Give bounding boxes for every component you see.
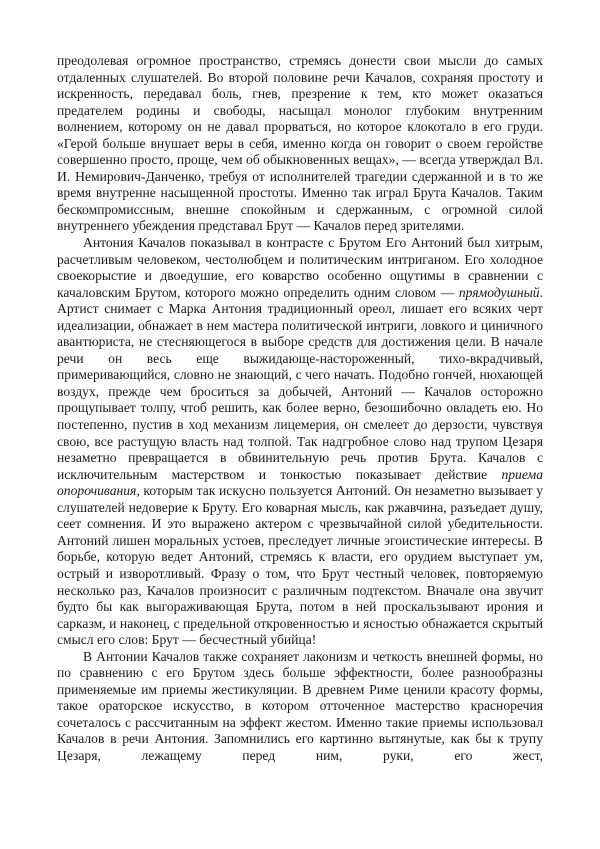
italic-term-pryamodushny: прямодушный <box>458 284 540 300</box>
paragraph-3 <box>57 649 543 765</box>
paragraph-text: преодолевая огромное пространство, стремясь донести свои мысли до самых отдаленных слушателей. Во второй половине речи Качалов, сохраняя простоту и искренность, передавал боль, гнев, презрение к тем, кто может оказаться предателем родины и свободы, насыщал монолог глубоким внутренним волнением, которому он не давал прорваться, но которое клокотало в его груди. «Герой больше внушает веры в себя, именно когда он говорит о своем геройстве совершенно просто, проще, чем об обыкновенных вещах», — всегда утверждал Вл. И. Немирович-Данченко, требуя от исполнителей трагедии сдержанной и в то же время внутренне насыщенной простоты. Именно так играл Брута Качалов. Таким бескомпромиссным, внешне спокойным и сдержанным, с огромной силой внутреннего убеждения представал Брут — Качалов перед зрителями. <box>57 53 543 234</box>
document-page <box>57 53 543 765</box>
paragraph-1 <box>57 53 543 235</box>
paragraph-text: , которым так искусно пользуется Антоний. Он незаметно вызывает у слушателей недоверие к Бруту. Его коварная мысль, как ржавчина, разъедает душу, сеет сомнения. И это выражено актером с чрезвычайной силой убедительности. Антоний лишен моральных устоев, преследует личные эгоистические интересы. В борьбе, которую ведет Антоний, стремясь к власти, его орудием выступает ум, острый и изворотливый. Фразу о том, что Брут честный человек, повторяемую несколько раз, Качалов произносит с различным подтекстом. Вначале она звучит будто бы как выгораживающая Брута, потом в ней проскальзывают ирония и сарказм, и наконец, с предельной откровенностью и ясностью обнажается скрытый смысл его слов: Брут — бесчестный убийца! <box>57 483 543 648</box>
paragraph-2 <box>57 235 543 649</box>
paragraph-text: . Артист снимает с Марка Антония традиционный ореол, лишает его всяких черт идеализации, обнажает в нем мастера политической интриги, ловкого и циничного авантюриста, не стесняющегося в выборе средств для достижения цели. В начале речи он весь еще выжидающе-настороженный, тихо-вкрадчивый, примеривающийся, словно не знающий, с чего начать. Подобно гончей, нюхающей воздух, прежде чем броситься за добычей, Антоний — Качалов осторожно прощупывает толпу, чтоб решить, как более верно, безошибочно овладеть ею. Но постепенно, пустив в ход механизм лицемерия, он смелеет до дерзости, чувствуя свою, все растущую власть над толпой. Так надгробное слово над трупом Цезаря незаметно превращается в обвинительную речь против Брута. Качалов с исключительным мастерством и тонкостью показывает действие <box>57 284 543 482</box>
paragraph-text: В Антонии Качалов также сохраняет лаконизм и четкость внешней формы, но по сравнению с его Брутом здесь больше эффектности, более разнообразны применяемые им приемы жестикуляции. В древнем Риме ценили красоту формы, такое ораторское искусство, в котором отточенное мастерство красноречия сочеталось с рассчитанным на эффект жестом. Именно такие приемы использовал Качалов в речи Антония. Запомнились его картинно вытянутые, как бы к трупу Цезаря, лежащему перед ним, руки, его жест, <box>57 648 543 763</box>
italic-term-priema-oporochivaniya: приема опорочивания <box>57 466 543 499</box>
paragraph-text: Антония Качалов показывал в контрасте с Брутом Его Антоний был хитрым, расчетливым человеком, честолюбцем и политическим интриганом. Его холодное своекорыстие и двоедушие, его коварство особенно ощутимы в сравнении с качаловским Брутом, которого можно определить одним словом — <box>57 235 543 300</box>
